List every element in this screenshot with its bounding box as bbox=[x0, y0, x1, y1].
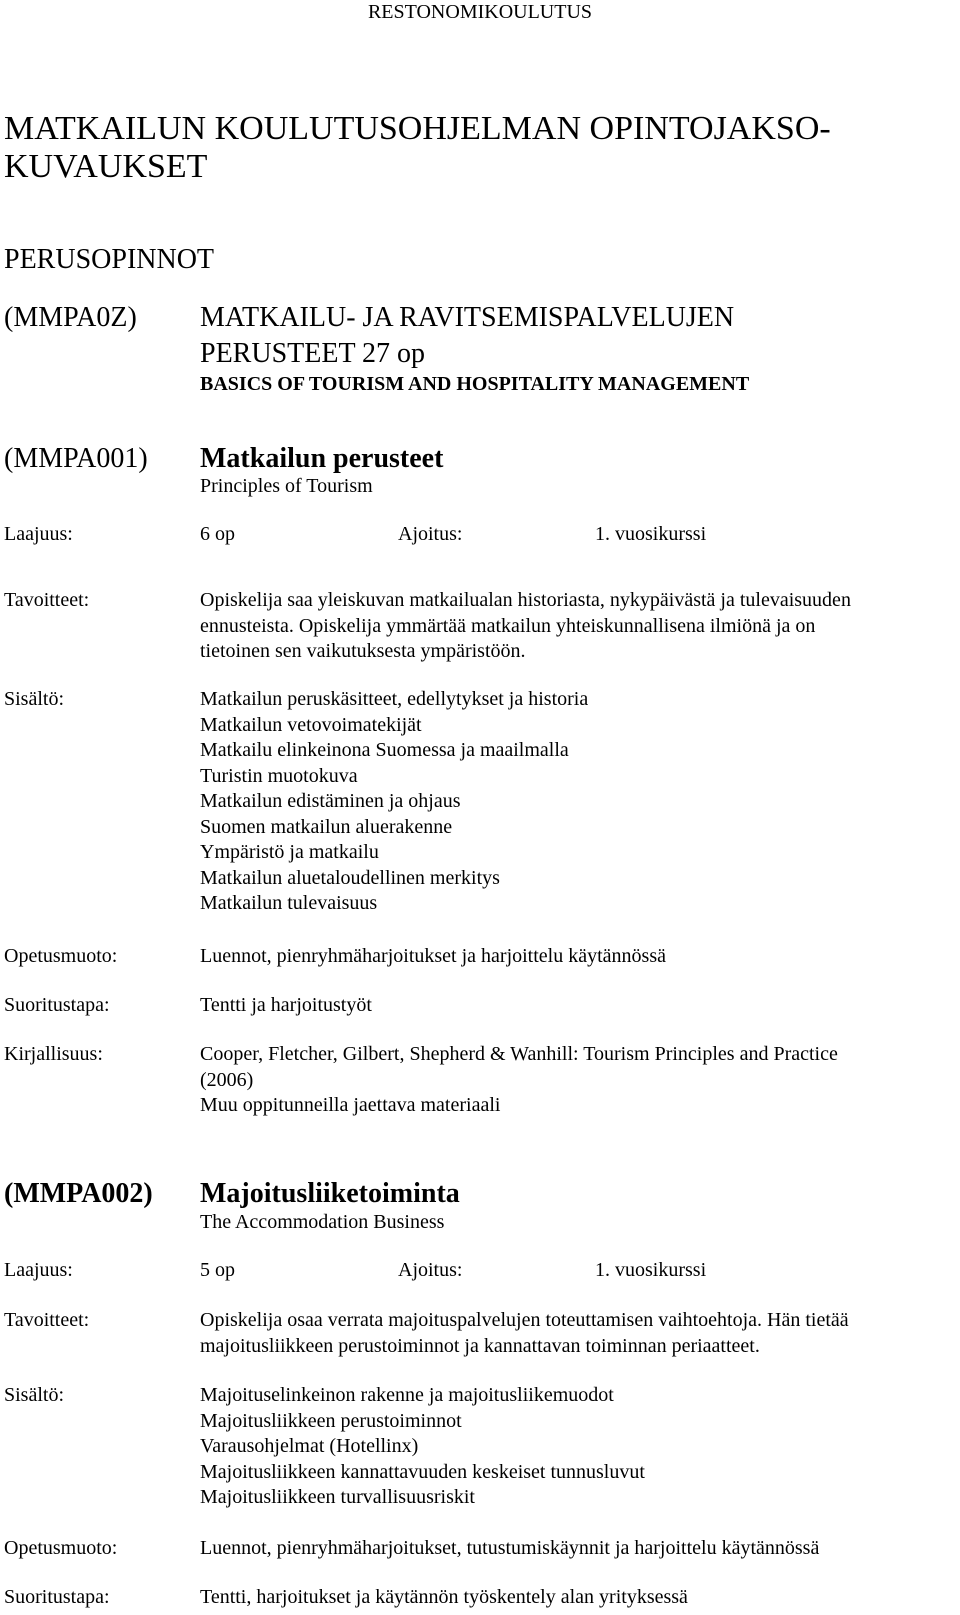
list-item: Matkailun peruskäsitteet, edellytykset ja historia bbox=[200, 688, 589, 710]
list-item: Majoitusliikkeen turvallisuusriskit bbox=[200, 1486, 475, 1508]
label-opetusmuoto: Opetusmuoto: bbox=[4, 1537, 118, 1559]
label-opetusmuoto: Opetusmuoto: bbox=[4, 945, 118, 967]
course-code: (MMPA002) bbox=[4, 1178, 153, 1209]
list-item: Matkailun edistäminen ja ohjaus bbox=[200, 790, 461, 812]
label-sisalto: Sisältö: bbox=[4, 688, 65, 710]
document-title-line: MATKAILUN KOULUTUSOHJELMAN OPINTOJAKSO- bbox=[4, 110, 831, 147]
document-title-line: KUVAUKSET bbox=[4, 148, 208, 185]
label-tavoitteet: Tavoitteet: bbox=[4, 589, 90, 611]
list-item: Matkailun aluetaloudellinen merkitys bbox=[200, 866, 500, 889]
list-item: Varausohjelmat (Hotellinx) bbox=[200, 1435, 419, 1457]
list-item: Majoituselinkeinon rakenne ja majoitusliikemuodot bbox=[200, 1384, 614, 1406]
text-line: Opiskelija saa yleiskuvan matkailualan historiasta, nykypäivästä ja tulevaisuuden bbox=[200, 589, 851, 611]
label-sisalto: Sisältö: bbox=[4, 1384, 65, 1406]
list-item: Ympäristö ja matkailu bbox=[200, 841, 379, 863]
document-title bbox=[4, 110, 904, 186]
course-title: Matkailun perusteet bbox=[200, 443, 444, 474]
list-item: Matkailun tulevaisuus bbox=[200, 892, 378, 914]
list-item: Turistin muotokuva bbox=[200, 764, 358, 787]
label-laajuus: Laajuus: bbox=[4, 1259, 73, 1281]
suoritustapa-value: Tentti, harjoitukset ja käytännön työskentely alan yrityksessä bbox=[200, 1586, 688, 1608]
text-line: majoitusliikkeen perustoiminnot ja kannattavan toiminnan periaatteet. bbox=[200, 1334, 760, 1357]
course-code: (MMPA001) bbox=[4, 443, 148, 474]
label-suoritustapa: Suoritustapa: bbox=[4, 994, 110, 1016]
label-laajuus: Laajuus: bbox=[4, 523, 73, 545]
opetusmuoto-value: Luennot, pienryhmäharjoitukset, tutustumiskäynnit ja harjoittelu käytännössä bbox=[200, 1537, 820, 1559]
course-subtitle: The Accommodation Business bbox=[200, 1211, 445, 1233]
label-suoritustapa: Suoritustapa: bbox=[4, 1586, 110, 1608]
tavoitteet-text bbox=[200, 588, 956, 665]
kirjallisuus-text bbox=[200, 1042, 956, 1119]
suoritustapa-value: Tentti ja harjoitustyöt bbox=[200, 994, 372, 1016]
text-line: Cooper, Fletcher, Gilbert, Shepherd & Wanhill: Tourism Principles and Practice bbox=[200, 1043, 838, 1065]
laajuus-value: 6 op bbox=[200, 523, 235, 545]
ajoitus-value: 1. vuosikurssi bbox=[595, 523, 707, 545]
group-code: (MMPA0Z) bbox=[4, 302, 137, 333]
group-title-line: PERUSTEET 27 op bbox=[200, 338, 426, 369]
sisalto-list bbox=[200, 687, 956, 917]
opetusmuoto-value: Luennot, pienryhmäharjoitukset ja harjoittelu käytännössä bbox=[200, 945, 666, 967]
list-item: Matkailu elinkeinona Suomessa ja maailmalla bbox=[200, 739, 569, 761]
label-tavoitteet: Tavoitteet: bbox=[4, 1309, 90, 1331]
label-kirjallisuus: Kirjallisuus: bbox=[4, 1043, 103, 1065]
group-subtitle: BASICS OF TOURISM AND HOSPITALITY MANAGEMENT bbox=[200, 373, 750, 395]
text-line: Muu oppitunneilla jaettava materiaali bbox=[200, 1094, 501, 1116]
list-item: Majoitusliikkeen kannattavuuden keskeiset tunnusluvut bbox=[200, 1460, 645, 1483]
list-item: Matkailun vetovoimatekijät bbox=[200, 713, 422, 736]
label-ajoitus: Ajoitus: bbox=[398, 523, 463, 545]
group-title-line: MATKAILU- JA RAVITSEMISPALVELUJEN bbox=[200, 302, 735, 333]
text-line: Opiskelija osaa verrata majoituspalvelujen toteuttamisen vaihtoehtoja. Hän tietää bbox=[200, 1309, 849, 1331]
section-title: PERUSOPINNOT bbox=[4, 244, 215, 275]
label-ajoitus: Ajoitus: bbox=[398, 1259, 463, 1281]
ajoitus-value: 1. vuosikurssi bbox=[595, 1259, 707, 1281]
course-subtitle: Principles of Tourism bbox=[200, 475, 373, 497]
list-item: Suomen matkailun aluerakenne bbox=[200, 815, 453, 838]
page-header: RESTONOMIKOULUTUS bbox=[367, 1, 593, 23]
course-title: Majoitusliiketoiminta bbox=[200, 1178, 460, 1209]
text-line: tietoinen sen vaikutuksesta ympäristöön. bbox=[200, 640, 526, 662]
laajuus-value: 5 op bbox=[200, 1259, 235, 1281]
sisalto-list bbox=[200, 1383, 956, 1511]
text-line: (2006) bbox=[200, 1068, 254, 1091]
list-item: Majoitusliikkeen perustoiminnot bbox=[200, 1409, 462, 1432]
tavoitteet-text bbox=[200, 1308, 956, 1359]
text-line: ennusteista. Opiskelija ymmärtää matkailun yhteiskunnallisena ilmiönä ja on bbox=[200, 614, 816, 637]
